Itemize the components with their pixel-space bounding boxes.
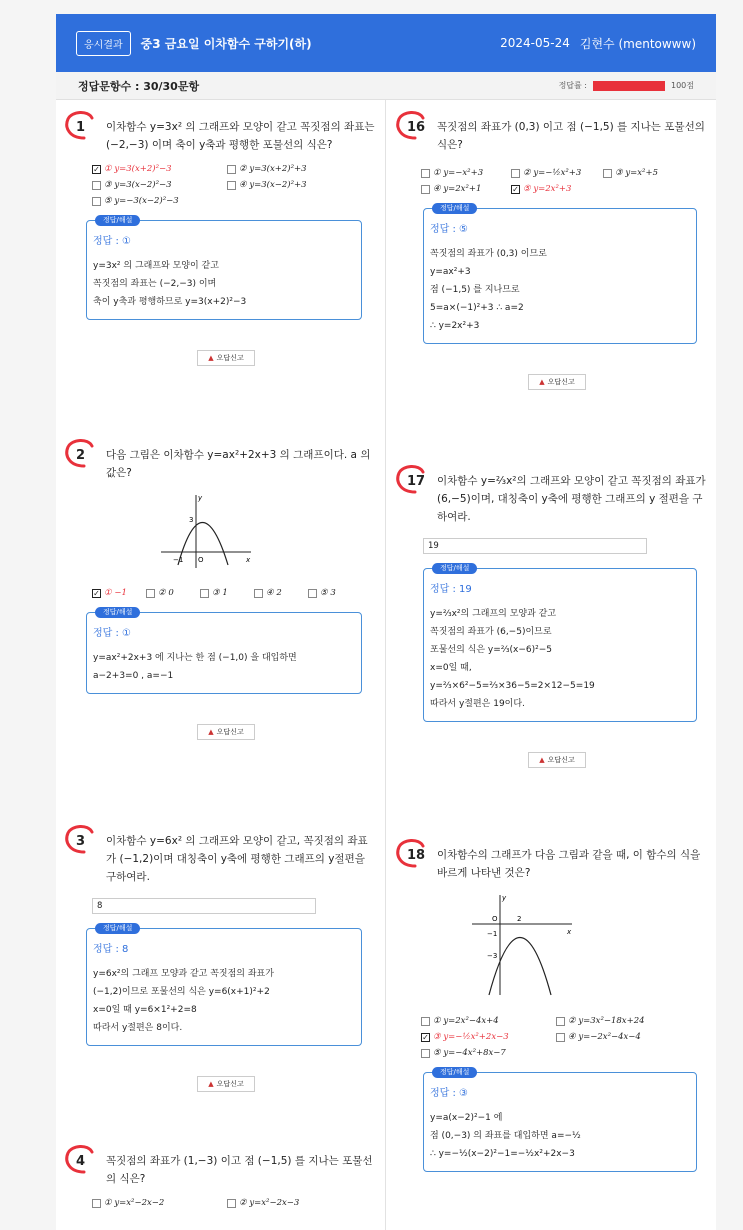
option-5[interactable]: ⑤ y=−3(x−2)²−3: [92, 196, 227, 206]
options: [92, 588, 376, 598]
parabola-graph-figure: [156, 490, 256, 570]
checkbox-icon[interactable]: [146, 589, 155, 598]
option-3[interactable]: ✓ ③ y=−½x²+2x−3: [422, 1032, 509, 1042]
option-5[interactable]: ⑤ y=−4x²+8x−7: [421, 1048, 556, 1058]
header-bar: [56, 14, 716, 72]
question-number: 1: [62, 108, 102, 144]
tick-minus-1: −1: [487, 930, 498, 938]
option-2[interactable]: ② y=−½x²+3: [511, 168, 603, 178]
tick-3: 3: [189, 516, 194, 524]
answer-text: 정답 : ①: [93, 628, 132, 639]
checked-box-icon[interactable]: ✓: [93, 588, 100, 598]
checkbox-icon[interactable]: [92, 1199, 101, 1208]
checkbox-icon[interactable]: [511, 169, 520, 178]
question-2: [76, 446, 376, 740]
question-stem: 꼭짓점의 좌표가 (1,−3) 이고 점 (−1,5) 를 지나는 포물선의 식은?: [106, 1155, 373, 1185]
option-5[interactable]: ⑤ 3: [308, 588, 358, 598]
origin-label: O: [198, 556, 204, 564]
question-3: [76, 832, 376, 1092]
answer-text: 정답 : ⑤: [430, 224, 469, 235]
option-3[interactable]: ③ y=3(x−2)²−3: [92, 180, 227, 190]
checked-box-icon[interactable]: ✓: [512, 184, 519, 194]
report-icon: ▲: [208, 1080, 214, 1088]
option-1[interactable]: ① y=2x²−4x+4: [421, 1016, 556, 1026]
question-16: [407, 118, 707, 390]
explanation-box: 정답/해설 정답 : ① y=3x² 의 그래프와 모양이 같고 꼭짓점의 좌표는 (−2,−3) 이며 축이 y축과 평행하므로 y=3(x+2)²−3: [86, 220, 362, 320]
option-2[interactable]: ② y=3x²−18x+24: [556, 1016, 691, 1026]
rate-value: 100점: [671, 81, 694, 90]
question-stem: 꼭짓점의 좌표가 (0,3) 이고 점 (−1,5) 를 지나는 포물선의 식은?: [437, 121, 705, 151]
rate-label: 정답률 :: [558, 81, 587, 90]
question-18: [407, 846, 707, 1172]
answer-input[interactable]: 8: [92, 898, 316, 914]
y-axis-label: y: [198, 494, 203, 502]
answer-text: 정답 : ①: [93, 236, 132, 247]
option-5[interactable]: ✓ ⑤ y=2x²+3: [512, 184, 572, 194]
option-2[interactable]: ② y=3(x+2)²+3: [227, 164, 362, 174]
tick-2: 2: [517, 915, 522, 923]
checkbox-icon[interactable]: [308, 589, 317, 598]
option-4[interactable]: ④ y=3(x−2)²+3: [227, 180, 362, 190]
score-label: 정답문항수 : 30/30문항: [78, 79, 200, 93]
result-button[interactable]: 응시결과: [76, 31, 131, 56]
explanation-box: 정답/해설 정답 : 8 y=6x²의 그래프 모양과 같고 꼭짓점의 좌표가 (−1,2)이므로 포물선의 식은 y=6(x+1)²+2 x=0일 때 y=6×1²+2=8 따라서 y절편은 8이다.: [86, 928, 362, 1046]
user-name: 김현수 (mentowww): [579, 36, 696, 51]
answer-input[interactable]: 19: [423, 538, 647, 554]
report-error-button[interactable]: ▲ 오답신고: [197, 1076, 255, 1092]
options: [421, 168, 707, 194]
option-4[interactable]: ④ y=2x²+1: [421, 184, 511, 194]
origin-label: O: [492, 915, 498, 923]
question-number: 16: [393, 108, 433, 144]
option-1[interactable]: ✓ ① y=3(x+2)²−3: [93, 164, 172, 174]
report-icon: ▲: [539, 756, 545, 764]
report-icon: ▲: [208, 354, 214, 362]
question-stem: 이차함수의 그래프가 다음 그림과 같을 때, 이 함수의 식을 바르게 나타낸 것은?: [437, 849, 701, 879]
question-number: 2: [62, 436, 102, 472]
option-4[interactable]: ④ 2: [254, 588, 308, 598]
option-3[interactable]: ③ y=x²+5: [603, 168, 683, 178]
x-axis-label: x: [567, 928, 572, 936]
checkbox-icon[interactable]: [92, 197, 101, 206]
option-2[interactable]: ② y=x²−2x−3: [227, 1198, 362, 1208]
checkbox-icon[interactable]: [254, 589, 263, 598]
option-1[interactable]: ① y=x²−2x−2: [92, 1198, 227, 1208]
checkbox-icon[interactable]: [421, 1017, 430, 1026]
quiz-date: 2024-05-24: [500, 36, 570, 50]
checked-box-icon[interactable]: ✓: [422, 1032, 429, 1042]
option-1[interactable]: ✓ ① −1: [93, 588, 127, 598]
question-number: 18: [393, 836, 433, 872]
explanation-box: 정답/해설 정답 : ③ y=a(x−2)²−1 에 점 (0,−3) 의 좌표를 대입하면 a=−½ ∴ y=−½(x−2)²−1=−½x²+2x−3: [423, 1072, 697, 1172]
checkbox-icon[interactable]: [227, 165, 236, 174]
question-stem: 이차함수 y=3x² 의 그래프와 모양이 같고 꼭짓점의 좌표는(−2,−3) 이며 축이 y축과 평행한 포물선의 식은?: [106, 121, 375, 151]
option-2[interactable]: ② 0: [146, 588, 200, 598]
answer-text: 정답 : 19: [430, 584, 472, 595]
question-number: 4: [62, 1142, 102, 1178]
question-number: 17: [393, 462, 433, 498]
report-icon: ▲: [539, 378, 545, 386]
option-1[interactable]: ① y=−x²+3: [421, 168, 511, 178]
report-error-button[interactable]: ▲ 오답신고: [197, 724, 255, 740]
explanation-box: 정답/해설 정답 : ① y=ax²+2x+3 에 지나는 한 점 (−1,0) 을 대입하면 a−2+3=0 , a=−1: [86, 612, 362, 694]
option-3[interactable]: ③ 1: [200, 588, 254, 598]
checkbox-icon[interactable]: [421, 1049, 430, 1058]
y-axis-label: y: [502, 894, 507, 902]
explanation-box: 정답/해설 정답 : 19 y=⅔x²의 그래프의 모양과 같고 꼭짓점의 좌표가 (6,−5)이므로 포물선의 식은 y=⅔(x−6)²−5 x=0일 때, y=⅔×6²−5=⅔×36−5=2×12−5=19 따라서 y절편은 19이다.: [423, 568, 697, 722]
report-error-button[interactable]: ▲ 오답신고: [197, 350, 255, 366]
checkbox-icon[interactable]: [556, 1033, 565, 1042]
question-4: [76, 1152, 376, 1208]
question-17: [407, 472, 707, 768]
answer-text: 정답 : 8: [93, 944, 129, 955]
tick-minus-3: −3: [487, 952, 498, 960]
option-4[interactable]: ④ y=−2x²−4x−4: [556, 1032, 691, 1042]
question-stem: 이차함수 y=⅔x²의 그래프와 모양이 같고 꼭짓점의 좌표가 (6,−5)이며, 대칭축이 y축에 평행한 그래프의 y 절편을 구하여라.: [437, 475, 706, 523]
x-axis-label: x: [246, 556, 251, 564]
options: [92, 1198, 376, 1208]
question-1: [76, 118, 376, 366]
question-stem: 다음 그림은 이차함수 y=ax²+2x+3 의 그래프이다. a 의 값은?: [106, 449, 371, 479]
report-icon: ▲: [208, 728, 214, 736]
explanation-box: 정답/해설 정답 : ⑤ 꼭짓점의 좌표가 (0,3) 이므로 y=ax²+3 점 (−1,5) 를 지나므로 5=a×(−1)²+3 ∴ a=2 ∴ y=2x²+3: [423, 208, 697, 344]
checkbox-icon[interactable]: [227, 1199, 236, 1208]
tick-minus-1: −1: [173, 556, 184, 564]
page: [56, 14, 716, 1230]
checkbox-icon[interactable]: [421, 169, 430, 178]
checkbox-icon[interactable]: [421, 185, 430, 194]
options: [421, 1016, 707, 1058]
checkbox-icon[interactable]: [556, 1017, 565, 1026]
report-error-button[interactable]: ▲ 오답신고: [528, 374, 586, 390]
question-columns: [56, 100, 716, 1230]
parabola-graph-figure: [467, 890, 577, 1000]
checkbox-icon[interactable]: [227, 181, 236, 190]
rate-bar: [593, 81, 665, 91]
question-stem: 이차함수 y=6x² 의 그래프와 모양이 같고, 꼭짓점의 좌표가 (−1,2)이며 대칭축이 y축에 평행한 그래프의 y절편을 구하여라.: [106, 835, 368, 883]
answer-text: 정답 : ③: [430, 1088, 469, 1099]
checkbox-icon[interactable]: [603, 169, 612, 178]
question-number: 3: [62, 822, 102, 858]
quiz-title: 중3 금요일 이차함수 구하기(하): [140, 36, 312, 51]
options: [92, 164, 376, 206]
report-error-button[interactable]: ▲ 오답신고: [528, 752, 586, 768]
rate-area: [559, 80, 694, 91]
score-row: [56, 72, 716, 100]
column-divider: [385, 100, 386, 1230]
checkbox-icon[interactable]: [92, 181, 101, 190]
checkbox-icon[interactable]: [200, 589, 209, 598]
checked-box-icon[interactable]: ✓: [93, 164, 100, 174]
